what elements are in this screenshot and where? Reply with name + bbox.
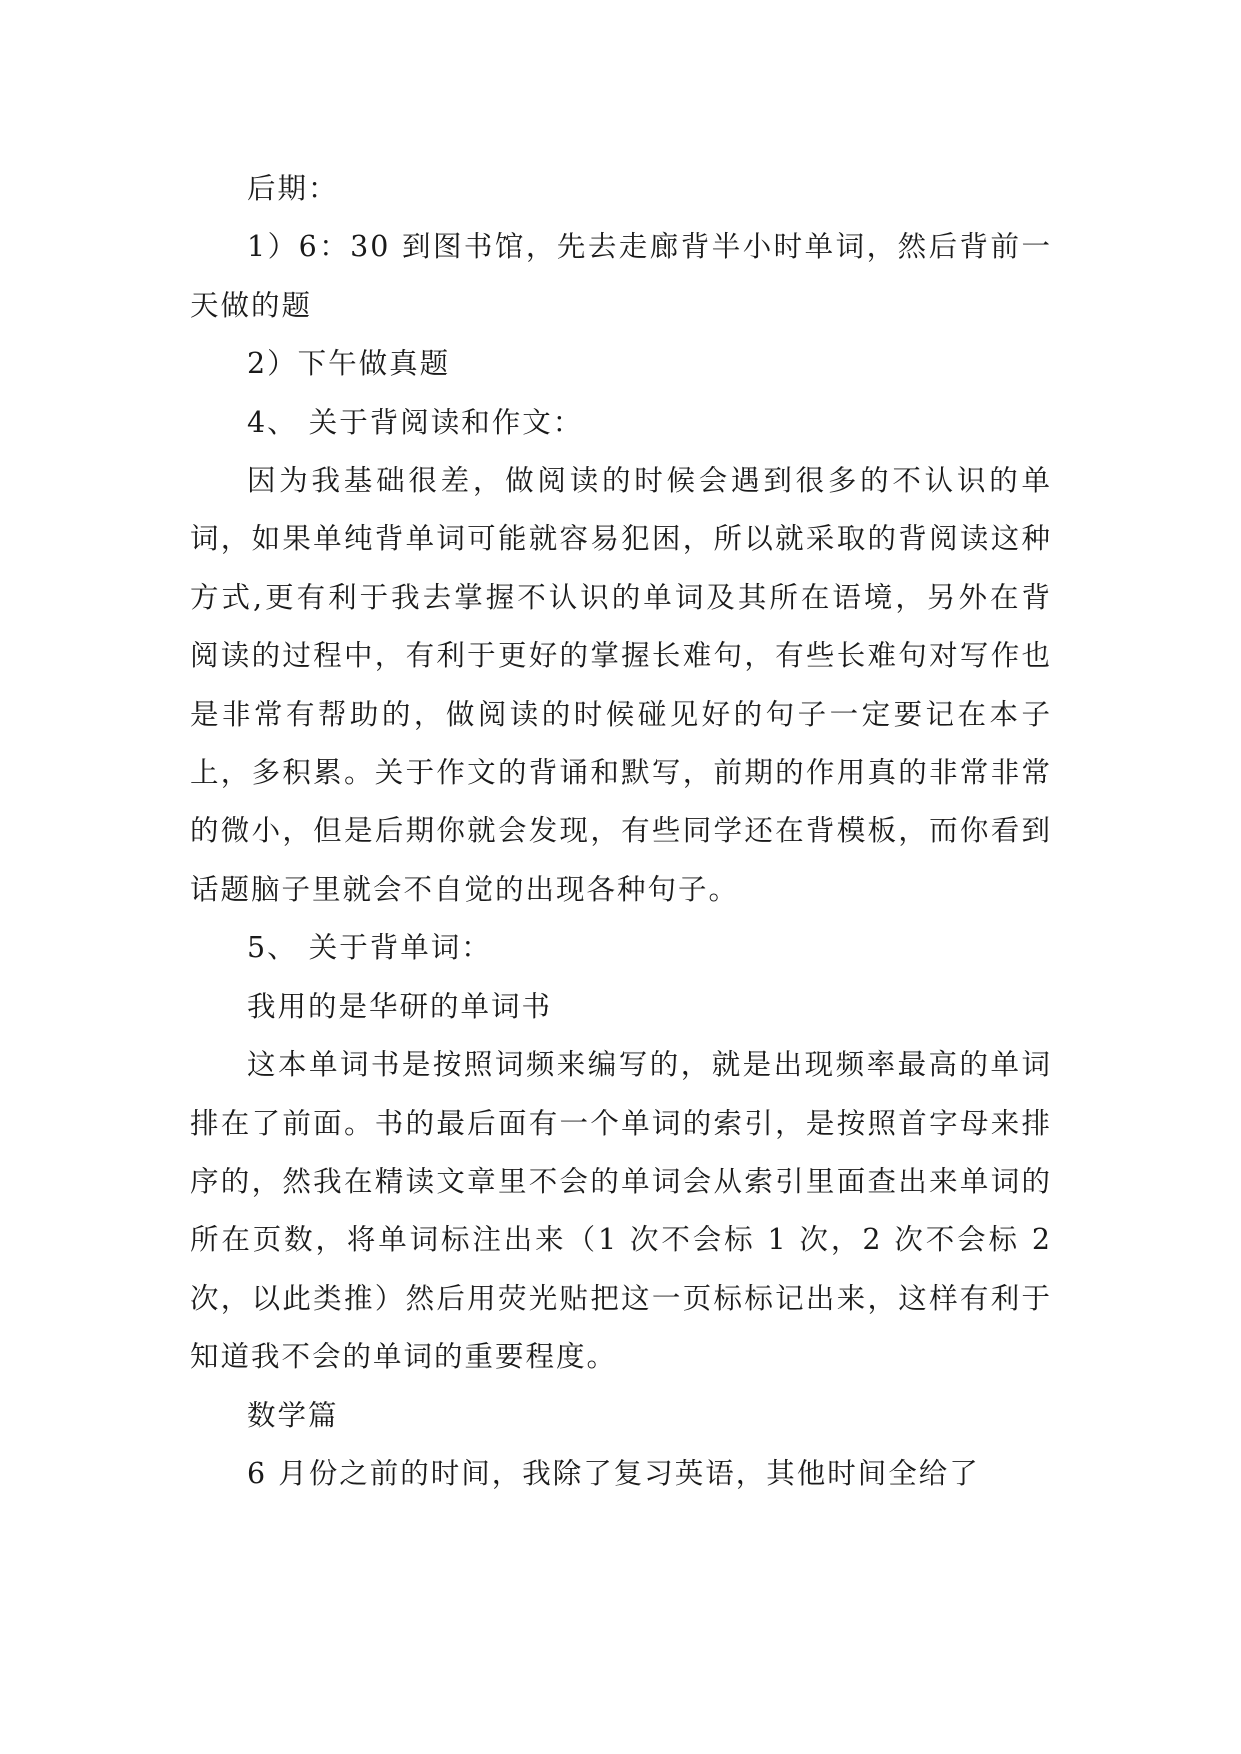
- paragraph-reading-writing-body: 因为我基础很差，做阅读的时候会遇到很多的不认识的单词，如果单纯背单词可能就容易犯困，所以就采取的背阅读这种方式,更有利于我去掌握不认识的单词及其所在语境，另外在背阅读的过程中，有利于更好的掌握长难句，有些长难句对写作也是非常有帮助的，做阅读的时候碰见好的句子一定要记在本子上，多积累。关于作文的背诵和默写，前期的作用真的非常非常的微小，但是后期你就会发现，有些同学还在背模板，而你看到话题脑子里就会不自觉的出现各种句子。: [190, 464, 1052, 906]
- paragraph-schedule-item-2: 2）下午做真题: [247, 347, 451, 381]
- paragraph-math-intro: 6 月份之前的时间，我除了复习英语，其他时间全给了: [247, 1456, 980, 1490]
- section-heading-math: 数学篇: [247, 1398, 339, 1432]
- paragraph-vocabulary-book: 我用的是华研的单词书: [247, 989, 553, 1023]
- paragraph-later-stage-heading: 后期：: [247, 172, 339, 205]
- section-heading-vocabulary: 5、 关于背单词：: [247, 931, 492, 965]
- paragraph-schedule-item-1: 1）6：30 到图书馆，先去走廊背半小时单词，然后背前一天做的题: [190, 230, 1052, 322]
- section-heading-reading-writing: 4、 关于背阅读和作文：: [247, 405, 584, 439]
- document-body: [190, 160, 1052, 1503]
- paragraph-vocabulary-method: 这本单词书是按照词频来编写的，就是出现频率最高的单词排在了前面。书的最后面有一个单词的索引，是按照首字母来排序的，然我在精读文章里不会的单词会从索引里面查出来单词的所在页数，将单词标注出来（1 次不会标 1 次，2 次不会标 2 次，以此类推）然后用荧光贴把这一页标标记出来，这样有利于知道我不会的单词的重要程度。: [190, 1048, 1052, 1374]
